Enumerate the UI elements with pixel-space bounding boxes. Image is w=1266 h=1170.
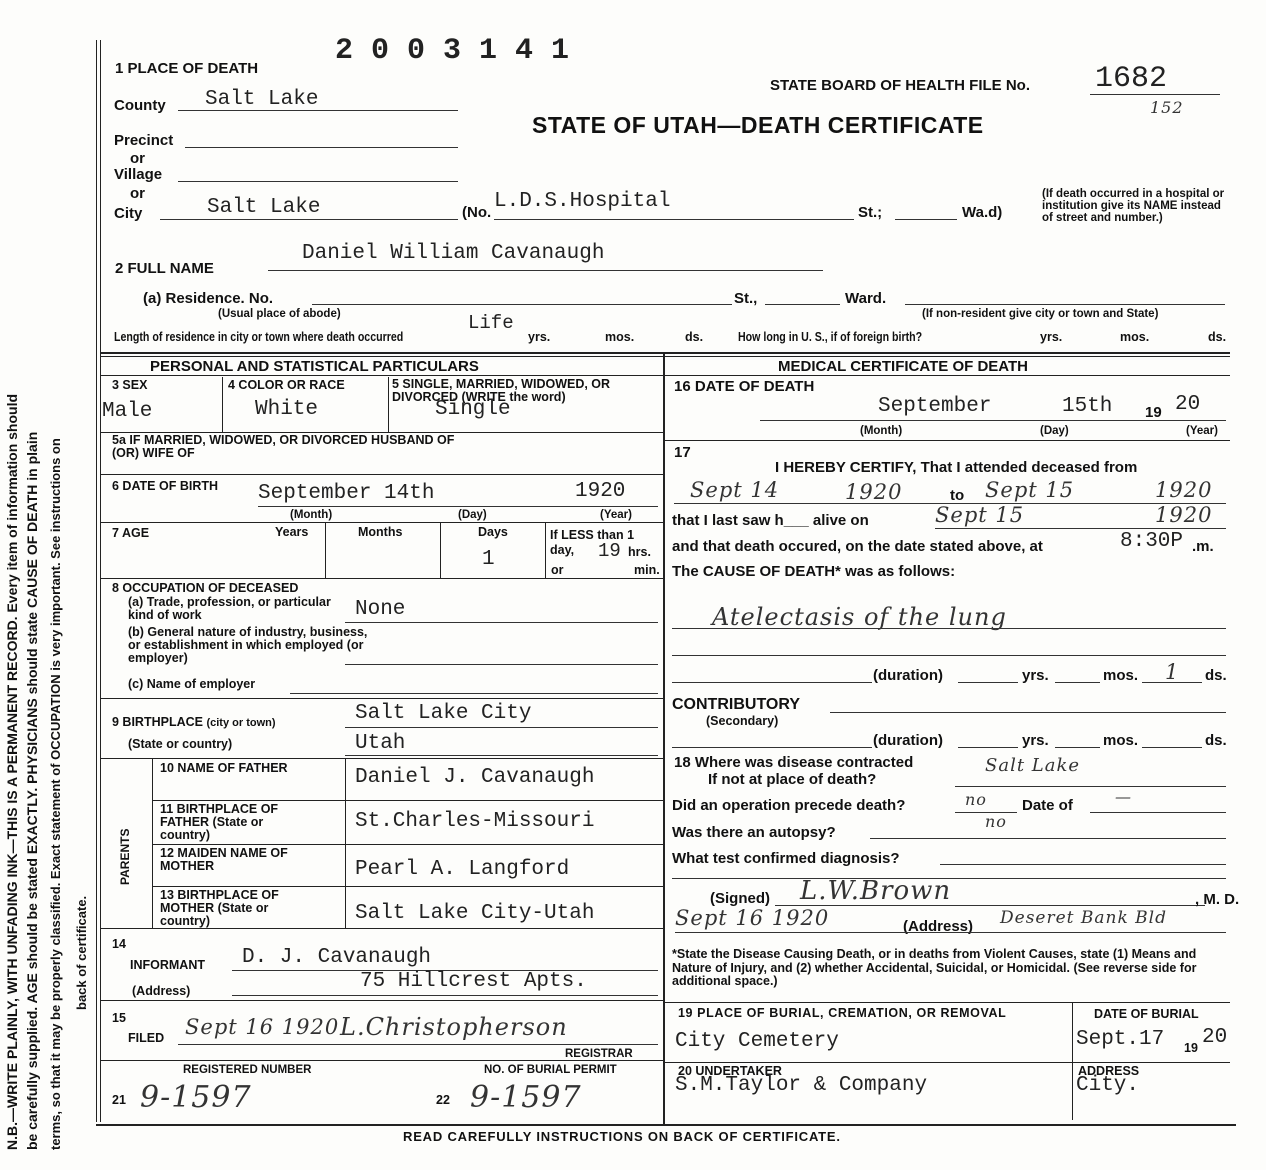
attended-from-year: 1920	[845, 480, 903, 504]
state-country-label: (State or country)	[128, 737, 233, 751]
mother-label: 12 MAIDEN NAME OF MOTHER	[160, 846, 288, 873]
item-17-label: 17	[674, 444, 691, 461]
death-day-value: 15th	[1062, 395, 1113, 418]
if-not-label: If not at place of death?	[708, 771, 877, 788]
city-label: City	[114, 205, 143, 222]
hospital-name: L.D.S.Hospital	[494, 190, 671, 213]
father-birthplace-value: St.Charles-Missouri	[355, 810, 595, 833]
birthplace-label: 9 BIRTHPLACE (city or town)	[112, 715, 276, 729]
registered-number-value: 9-1597	[140, 1080, 252, 1115]
footnote-text: *State the Disease Causing Death, or in deaths from Violent Causes, state (1) Means and Nature of Injury, and (2) whether Accidental, Suicidal, or Homicidal. (See reverse side for additional space.)	[672, 947, 1197, 988]
occupation-label: 8 OCCUPATION OF DECEASED	[112, 581, 299, 595]
sex-value: Male	[102, 400, 153, 423]
birth-year-caption: (Year)	[600, 509, 632, 521]
contributory-label: CONTRIBUTORY	[672, 696, 800, 713]
cause-label: The CAUSE OF DEATH* was as follows:	[672, 563, 956, 580]
occupation-c-label: (c) Name of employer	[128, 677, 256, 691]
physician-address: Deseret Bank Bld	[1000, 908, 1167, 928]
file-number: 1682	[1095, 62, 1168, 96]
item-21-label: 21	[112, 1093, 126, 1107]
duration-label-1: (duration)	[873, 667, 943, 684]
informant-address-value: 75 Hillcrest Apts.	[360, 970, 587, 993]
us-ds: ds.	[1208, 330, 1227, 344]
margin-instructions-3: terms, so that it may be properly classified. Exact statement of OCCUPATION is very important. See instructions on	[48, 438, 63, 1150]
county-value: Salt Lake	[205, 88, 319, 111]
signed-date: Sept 16 1920	[675, 906, 830, 930]
undertaker-address-label: ADDRESS	[1078, 1064, 1140, 1078]
informant-address-label: (Address)	[132, 984, 191, 998]
street-no-label: (No.	[462, 204, 492, 221]
precinct-label: Precinct	[114, 132, 174, 149]
burial-permit-label: NO. OF BURIAL PERMIT	[484, 1064, 617, 1076]
age-months-label: Months	[358, 525, 403, 539]
duration-yrs-2: yrs.	[1022, 732, 1049, 749]
city-value: Salt Lake	[207, 196, 321, 219]
street-label: St.;	[858, 204, 883, 221]
usual-place-label: (Usual place of abode)	[218, 308, 341, 320]
full-name-value: Daniel William Cavanaugh	[302, 242, 605, 265]
death-year-caption: (Year)	[1186, 425, 1218, 437]
burial-permit-value: 9-1597	[470, 1080, 582, 1115]
date-of-value: —	[1115, 787, 1132, 806]
us-mos: mos.	[1120, 330, 1150, 344]
duration-label-2: (duration)	[873, 732, 943, 749]
signed-label: (Signed)	[710, 890, 770, 907]
burial-date-label: DATE OF BURIAL	[1094, 1007, 1199, 1021]
death-time-value: 8:30P	[1120, 530, 1184, 553]
registered-number-label: REGISTERED NUMBER	[183, 1064, 312, 1076]
residence-ward-label: Ward.	[845, 290, 887, 307]
hospital-note: (If death occurred in a hospital or institution give its NAME instead of street and number.)	[1042, 188, 1225, 224]
or-min-label: or	[551, 563, 564, 577]
age-days-label: Days	[478, 525, 508, 539]
mother-birthplace-value: Salt Lake City-Utah	[355, 902, 595, 925]
death-day-caption: (Day)	[1040, 425, 1069, 437]
physician-signature: L.W.Brown	[800, 876, 952, 906]
last-saw-label: that I last saw h___ alive on	[672, 512, 869, 529]
physician-address-label: (Address)	[903, 918, 974, 935]
parents-label: PARENTS	[118, 828, 132, 885]
duration-mos-2: mos.	[1103, 732, 1139, 749]
or-label-2: or	[130, 185, 145, 202]
duration-ds-1: ds.	[1205, 667, 1227, 684]
burial-label: 19 PLACE OF BURIAL, CREMATION, OR REMOVAL	[678, 1006, 1007, 1020]
item-14-label: 14	[112, 937, 126, 951]
personal-section-title: PERSONAL AND STATISTICAL PARTICULARS	[150, 358, 479, 375]
death-date-label: 16 DATE OF DEATH	[674, 378, 815, 395]
birthplace-state: Utah	[355, 732, 406, 755]
age-label: 7 AGE	[112, 526, 150, 540]
cause-value: Atelectasis of the lung	[712, 603, 1007, 631]
death-month-value: September	[878, 395, 992, 418]
autopsy-value: no	[985, 812, 1007, 831]
or-label-1: or	[130, 150, 145, 167]
min-label: min.	[634, 563, 660, 577]
test-label: What test confirmed diagnosis?	[672, 850, 900, 867]
us-yrs: yrs.	[1040, 330, 1063, 344]
date-of-label: Date of	[1022, 797, 1073, 814]
burial-place-value: City Cemetery	[675, 1030, 839, 1053]
father-birthplace-label: 11 BIRTHPLACE OF FATHER (State or country)	[160, 802, 279, 842]
item-22-label: 22	[436, 1093, 450, 1107]
age-days-value: 1	[482, 548, 495, 571]
footer-instructions: READ CAREFULLY INSTRUCTIONS ON BACK OF CERTIFICATE.	[403, 1129, 841, 1144]
last-saw-date: Sept 15	[935, 503, 1025, 527]
margin-instructions-1: N.B.—WRITE PLAINLY, WITH UNFADING INK—THIS IS A PERMANENT RECORD. Every item of information should	[4, 393, 20, 1150]
father-label: 10 NAME OF FATHER	[160, 761, 288, 775]
operation-label: Did an operation precede death?	[672, 797, 906, 814]
margin-instructions-2: be carefully supplied. AGE should be stated EXACTLY. PHYSICIANS should state CAUSE OF DEATH in plain	[24, 431, 40, 1150]
sex-label: 3 SEX	[112, 378, 148, 392]
undertaker-label: 20 UNDERTAKER	[678, 1064, 782, 1078]
filed-date: Sept 16 1920	[185, 1015, 340, 1039]
contracted-label: 18 Where was disease contracted	[674, 754, 914, 771]
md-label: , M. D.	[1195, 891, 1240, 908]
filed-label: FILED	[128, 1031, 165, 1045]
attended-to: Sept 15	[985, 478, 1075, 502]
full-name-label: 2 FULL NAME	[115, 260, 214, 277]
birthplace-city: Salt Lake City	[355, 702, 532, 725]
undertaker-value: S.M.Taylor & Company	[675, 1074, 928, 1097]
birth-date-value: September 14th	[258, 482, 435, 505]
marital-label: 5 SINGLE, MARRIED, WIDOWED, OR DIVORCED (WRITE the word)	[392, 377, 611, 404]
residence-label: (a) Residence. No.	[143, 290, 274, 307]
place-of-death-label: 1 PLACE OF DEATH	[115, 60, 259, 77]
certificate-title: STATE OF UTAH—DEATH CERTIFICATE	[532, 112, 984, 138]
burial-date-value: Sept.17	[1076, 1028, 1165, 1051]
informant-value: D. J. Cavanaugh	[242, 946, 432, 969]
duration-yrs-1: yrs.	[1022, 667, 1049, 684]
registrar-label: REGISTRAR	[565, 1048, 633, 1060]
file-number-note: 152	[1150, 98, 1184, 117]
age-years-label: Years	[275, 525, 309, 539]
death-time-text: and that death occured, on the date stated above, at	[672, 538, 1043, 555]
nonresident-note: (If non-resident give city or town and State)	[922, 308, 1159, 320]
spouse-label: 5a IF MARRIED, WIDOWED, OR DIVORCED HUSBAND OF (OR) WIFE OF	[112, 433, 455, 460]
duration-days-value: 1	[1165, 660, 1180, 684]
death-month-caption: (Month)	[860, 425, 903, 437]
item-15-label: 15	[112, 1011, 126, 1025]
length-ds: ds.	[685, 330, 704, 344]
registrar-signature: L.Christopherson	[340, 1013, 568, 1041]
death-century: 19	[1145, 404, 1162, 421]
m-label: .m.	[1192, 538, 1214, 555]
length-yrs: yrs.	[528, 330, 551, 344]
ward-label: Wa.d)	[962, 204, 1003, 221]
secondary-label: (Secondary)	[706, 714, 779, 728]
how-long-label: How long in U. S., if of foreign birth?	[738, 330, 923, 344]
informant-label: INFORMANT	[130, 958, 205, 972]
burial-date-year: 20	[1202, 1026, 1228, 1049]
occupation-a-label: (a) Trade, profession, or particular kind of work	[128, 595, 331, 622]
color-value: White	[255, 398, 319, 421]
death-year-value: 20	[1175, 393, 1201, 416]
village-label: Village	[114, 166, 163, 183]
autopsy-label: Was there an autopsy?	[672, 824, 836, 841]
duration-mos-1: mos.	[1103, 667, 1139, 684]
county-label: County	[114, 97, 166, 114]
attended-to-year: 1920	[1155, 478, 1213, 502]
marital-value: Single	[435, 398, 511, 421]
less-than-label: If LESS than 1 day,	[550, 528, 635, 557]
attended-from: Sept 14	[690, 478, 780, 502]
birth-day-caption: (Day)	[458, 509, 487, 521]
margin-instructions-4: back of certificate.	[74, 895, 89, 1010]
operation-value: no	[965, 790, 987, 809]
state-board-label: STATE BOARD OF HEALTH FILE No.	[770, 77, 1030, 94]
stamp-number: 2 0 0 3 1 4 1	[335, 34, 570, 68]
undertaker-address-value: City.	[1076, 1074, 1140, 1097]
color-label: 4 COLOR OR RACE	[228, 378, 345, 392]
hrs-label: hrs.	[628, 545, 651, 559]
length-residence-value: Life	[468, 312, 514, 334]
length-mos: mos.	[605, 330, 635, 344]
medical-section-title: MEDICAL CERTIFICATE OF DEATH	[778, 358, 1028, 375]
birth-date-label: 6 DATE OF BIRTH	[112, 479, 219, 493]
burial-date-year-small: 19	[1184, 1041, 1198, 1055]
age-hours-value: 19	[598, 540, 621, 562]
father-value: Daniel J. Cavanaugh	[355, 766, 595, 789]
to-label: to	[950, 487, 965, 504]
contracted-value: Salt Lake	[985, 755, 1081, 776]
birth-month-caption: (Month)	[290, 509, 333, 521]
birth-year-value: 1920	[575, 480, 626, 503]
occupation-b-label: (b) General nature of industry, business, or establishment in which employed (or employer)	[128, 625, 368, 665]
mother-birthplace-label: 13 BIRTHPLACE OF MOTHER (State or country)	[160, 888, 279, 928]
certify-text: I HEREBY CERTIFY, That I attended deceased from	[775, 459, 1138, 476]
length-residence-label: Length of residence in city or town where death occurred	[114, 330, 404, 344]
mother-value: Pearl A. Langford	[355, 858, 570, 881]
residence-st-label: St.,	[734, 290, 758, 307]
occupation-value: None	[355, 598, 406, 621]
last-saw-year: 1920	[1155, 503, 1213, 527]
duration-ds-2: ds.	[1205, 732, 1227, 749]
